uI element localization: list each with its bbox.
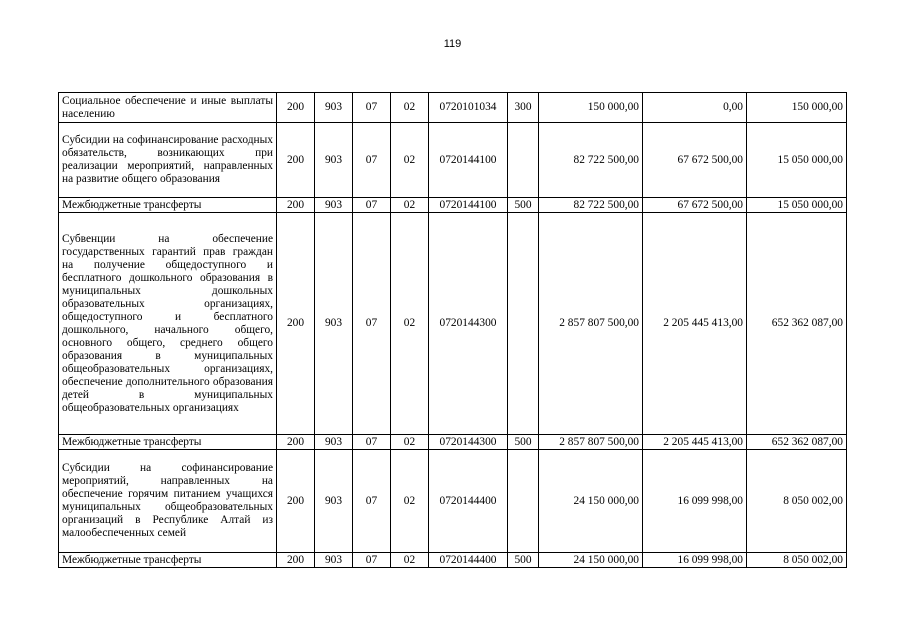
cell-code: 0720144300	[429, 213, 508, 435]
cell-col2: 903	[315, 123, 353, 198]
row-description: Субсидии на софинансирование мероприятий, направленных на обеспечение горячим питанием учащихся муниципальных общеобразовательных организаций в Республике Алтай из малообеспеченных семей	[59, 450, 277, 553]
cell-sum-1: 2 857 807 500,00	[539, 213, 643, 435]
cell-col3: 07	[353, 93, 391, 123]
cell-code: 0720144400	[429, 553, 508, 568]
cell-col1: 200	[277, 553, 315, 568]
cell-sum-2: 2 205 445 413,00	[643, 435, 747, 450]
row-description: Субвенции на обеспечение государственных гарантий прав граждан на получение общедоступного и бесплатного дошкольного образования в муниципальных дошкольных образовательных организациях, общедоступного и бесплатного дошкольного, начального общего, основного общего, среднего общего образования в муниципальных общеобразовательных организациях, обеспечение дополнительного образования детей в муниципальных общеобразовательных организациях	[59, 213, 277, 435]
row-description: Межбюджетные трансферты	[59, 435, 277, 450]
cell-col2: 903	[315, 553, 353, 568]
cell-sum-1: 24 150 000,00	[539, 450, 643, 553]
cell-col2: 903	[315, 450, 353, 553]
cell-col4: 02	[391, 213, 429, 435]
cell-sum-3: 8 050 002,00	[747, 450, 847, 553]
cell-col4: 02	[391, 93, 429, 123]
cell-code: 0720101034	[429, 93, 508, 123]
cell-col4: 02	[391, 553, 429, 568]
cell-col3: 07	[353, 213, 391, 435]
row-description: Социальное обеспечение и иные выплаты населению	[59, 93, 277, 123]
cell-type: 500	[508, 435, 539, 450]
cell-sum-1: 24 150 000,00	[539, 553, 643, 568]
cell-col2: 903	[315, 198, 353, 213]
cell-sum-1: 82 722 500,00	[539, 198, 643, 213]
cell-sum-2: 67 672 500,00	[643, 198, 747, 213]
cell-sum-3: 8 050 002,00	[747, 553, 847, 568]
cell-col2: 903	[315, 93, 353, 123]
cell-code: 0720144100	[429, 123, 508, 198]
cell-col4: 02	[391, 198, 429, 213]
cell-sum-1: 150 000,00	[539, 93, 643, 123]
table-row	[59, 435, 847, 450]
cell-col3: 07	[353, 123, 391, 198]
cell-sum-3: 652 362 087,00	[747, 213, 847, 435]
cell-sum-1: 2 857 807 500,00	[539, 435, 643, 450]
cell-col3: 07	[353, 553, 391, 568]
cell-type	[508, 450, 539, 553]
cell-type	[508, 123, 539, 198]
cell-col1: 200	[277, 198, 315, 213]
table-row	[59, 198, 847, 213]
cell-sum-2: 16 099 998,00	[643, 553, 747, 568]
budget-table	[58, 92, 847, 568]
cell-type: 500	[508, 553, 539, 568]
cell-sum-2: 0,00	[643, 93, 747, 123]
cell-sum-2: 2 205 445 413,00	[643, 213, 747, 435]
cell-col1: 200	[277, 450, 315, 553]
cell-sum-2: 16 099 998,00	[643, 450, 747, 553]
cell-col1: 200	[277, 123, 315, 198]
table-row	[59, 123, 847, 198]
cell-type: 500	[508, 198, 539, 213]
cell-col3: 07	[353, 435, 391, 450]
cell-sum-3: 15 050 000,00	[747, 198, 847, 213]
table-row	[59, 213, 847, 435]
cell-code: 0720144100	[429, 198, 508, 213]
cell-col4: 02	[391, 123, 429, 198]
row-description: Субсидии на софинансирование расходных обязательств, возникающих при реализации мероприятий, направленных на развитие общего образования	[59, 123, 277, 198]
table-row	[59, 553, 847, 568]
cell-type: 300	[508, 93, 539, 123]
row-description: Межбюджетные трансферты	[59, 198, 277, 213]
cell-code: 0720144300	[429, 435, 508, 450]
cell-col4: 02	[391, 450, 429, 553]
cell-type	[508, 213, 539, 435]
cell-col2: 903	[315, 213, 353, 435]
table-row	[59, 93, 847, 123]
cell-col1: 200	[277, 213, 315, 435]
cell-sum-3: 652 362 087,00	[747, 435, 847, 450]
cell-col3: 07	[353, 198, 391, 213]
cell-sum-3: 15 050 000,00	[747, 123, 847, 198]
cell-code: 0720144400	[429, 450, 508, 553]
cell-col1: 200	[277, 435, 315, 450]
cell-sum-3: 150 000,00	[747, 93, 847, 123]
cell-col3: 07	[353, 450, 391, 553]
cell-col1: 200	[277, 93, 315, 123]
row-description: Межбюджетные трансферты	[59, 553, 277, 568]
page-number: 119	[443, 38, 462, 50]
cell-col2: 903	[315, 435, 353, 450]
cell-col4: 02	[391, 435, 429, 450]
cell-sum-1: 82 722 500,00	[539, 123, 643, 198]
cell-sum-2: 67 672 500,00	[643, 123, 747, 198]
table-row	[59, 450, 847, 553]
